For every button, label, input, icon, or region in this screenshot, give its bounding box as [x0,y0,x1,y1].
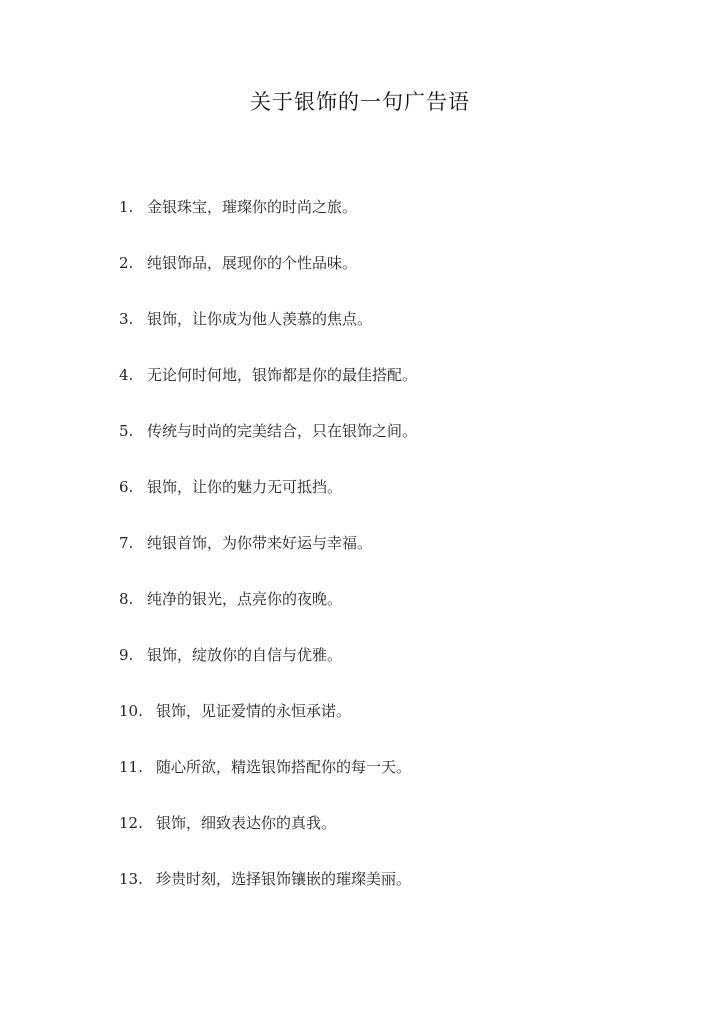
list-item [119,698,417,754]
item-text: 纯银首饰，为你带来好运与幸福。 [147,534,373,552]
item-number: 7. [119,534,134,552]
item-text: 金银珠宝，璀璨你的时尚之旅。 [147,198,358,216]
item-number: 13. [119,870,143,888]
item-number: 2. [119,254,134,272]
item-number: 5. [119,422,134,440]
list-item [119,530,417,586]
list-item [119,810,417,866]
item-number: 12. [119,814,143,832]
item-text: 纯净的银光，点亮你的夜晚。 [147,590,343,608]
item-text: 银饰，让你成为他人羡慕的焦点。 [147,310,373,328]
item-text: 银饰，让你的魅力无可抵挡。 [147,478,343,496]
list-item [119,306,417,362]
item-text: 纯银饰品，展现你的个性品味。 [147,254,358,272]
item-text: 随心所欲，精选银饰搭配你的每一天。 [156,758,412,776]
item-text: 银饰，见证爱情的永恒承诺。 [156,702,352,720]
item-number: 6. [119,478,134,496]
item-text: 银饰，绽放你的自信与优雅。 [147,646,343,664]
item-number: 10. [119,702,143,720]
list-item [119,194,417,250]
list-item [119,418,417,474]
item-number: 4. [119,366,134,384]
item-text: 无论何时何地，银饰都是你的最佳搭配。 [147,366,418,384]
item-text: 珍贵时刻，选择银饰镶嵌的璀璨美丽。 [156,870,412,888]
list-item [119,642,417,698]
list-item [119,866,417,922]
item-number: 1. [119,198,134,216]
item-text: 传统与时尚的完美结合，只在银饰之间。 [147,422,418,440]
item-number: 3. [119,310,134,328]
list-item [119,250,417,306]
list-item [119,474,417,530]
list-item [119,586,417,642]
item-number: 8. [119,590,134,608]
item-number: 11. [119,758,143,776]
list-item [119,362,417,418]
item-number: 9. [119,646,134,664]
page-title: 关于银饰的一句广告语 [250,90,470,114]
item-text: 银饰，细致表达你的真我。 [156,814,337,832]
list-item [119,754,417,810]
slogan-list [119,194,417,922]
